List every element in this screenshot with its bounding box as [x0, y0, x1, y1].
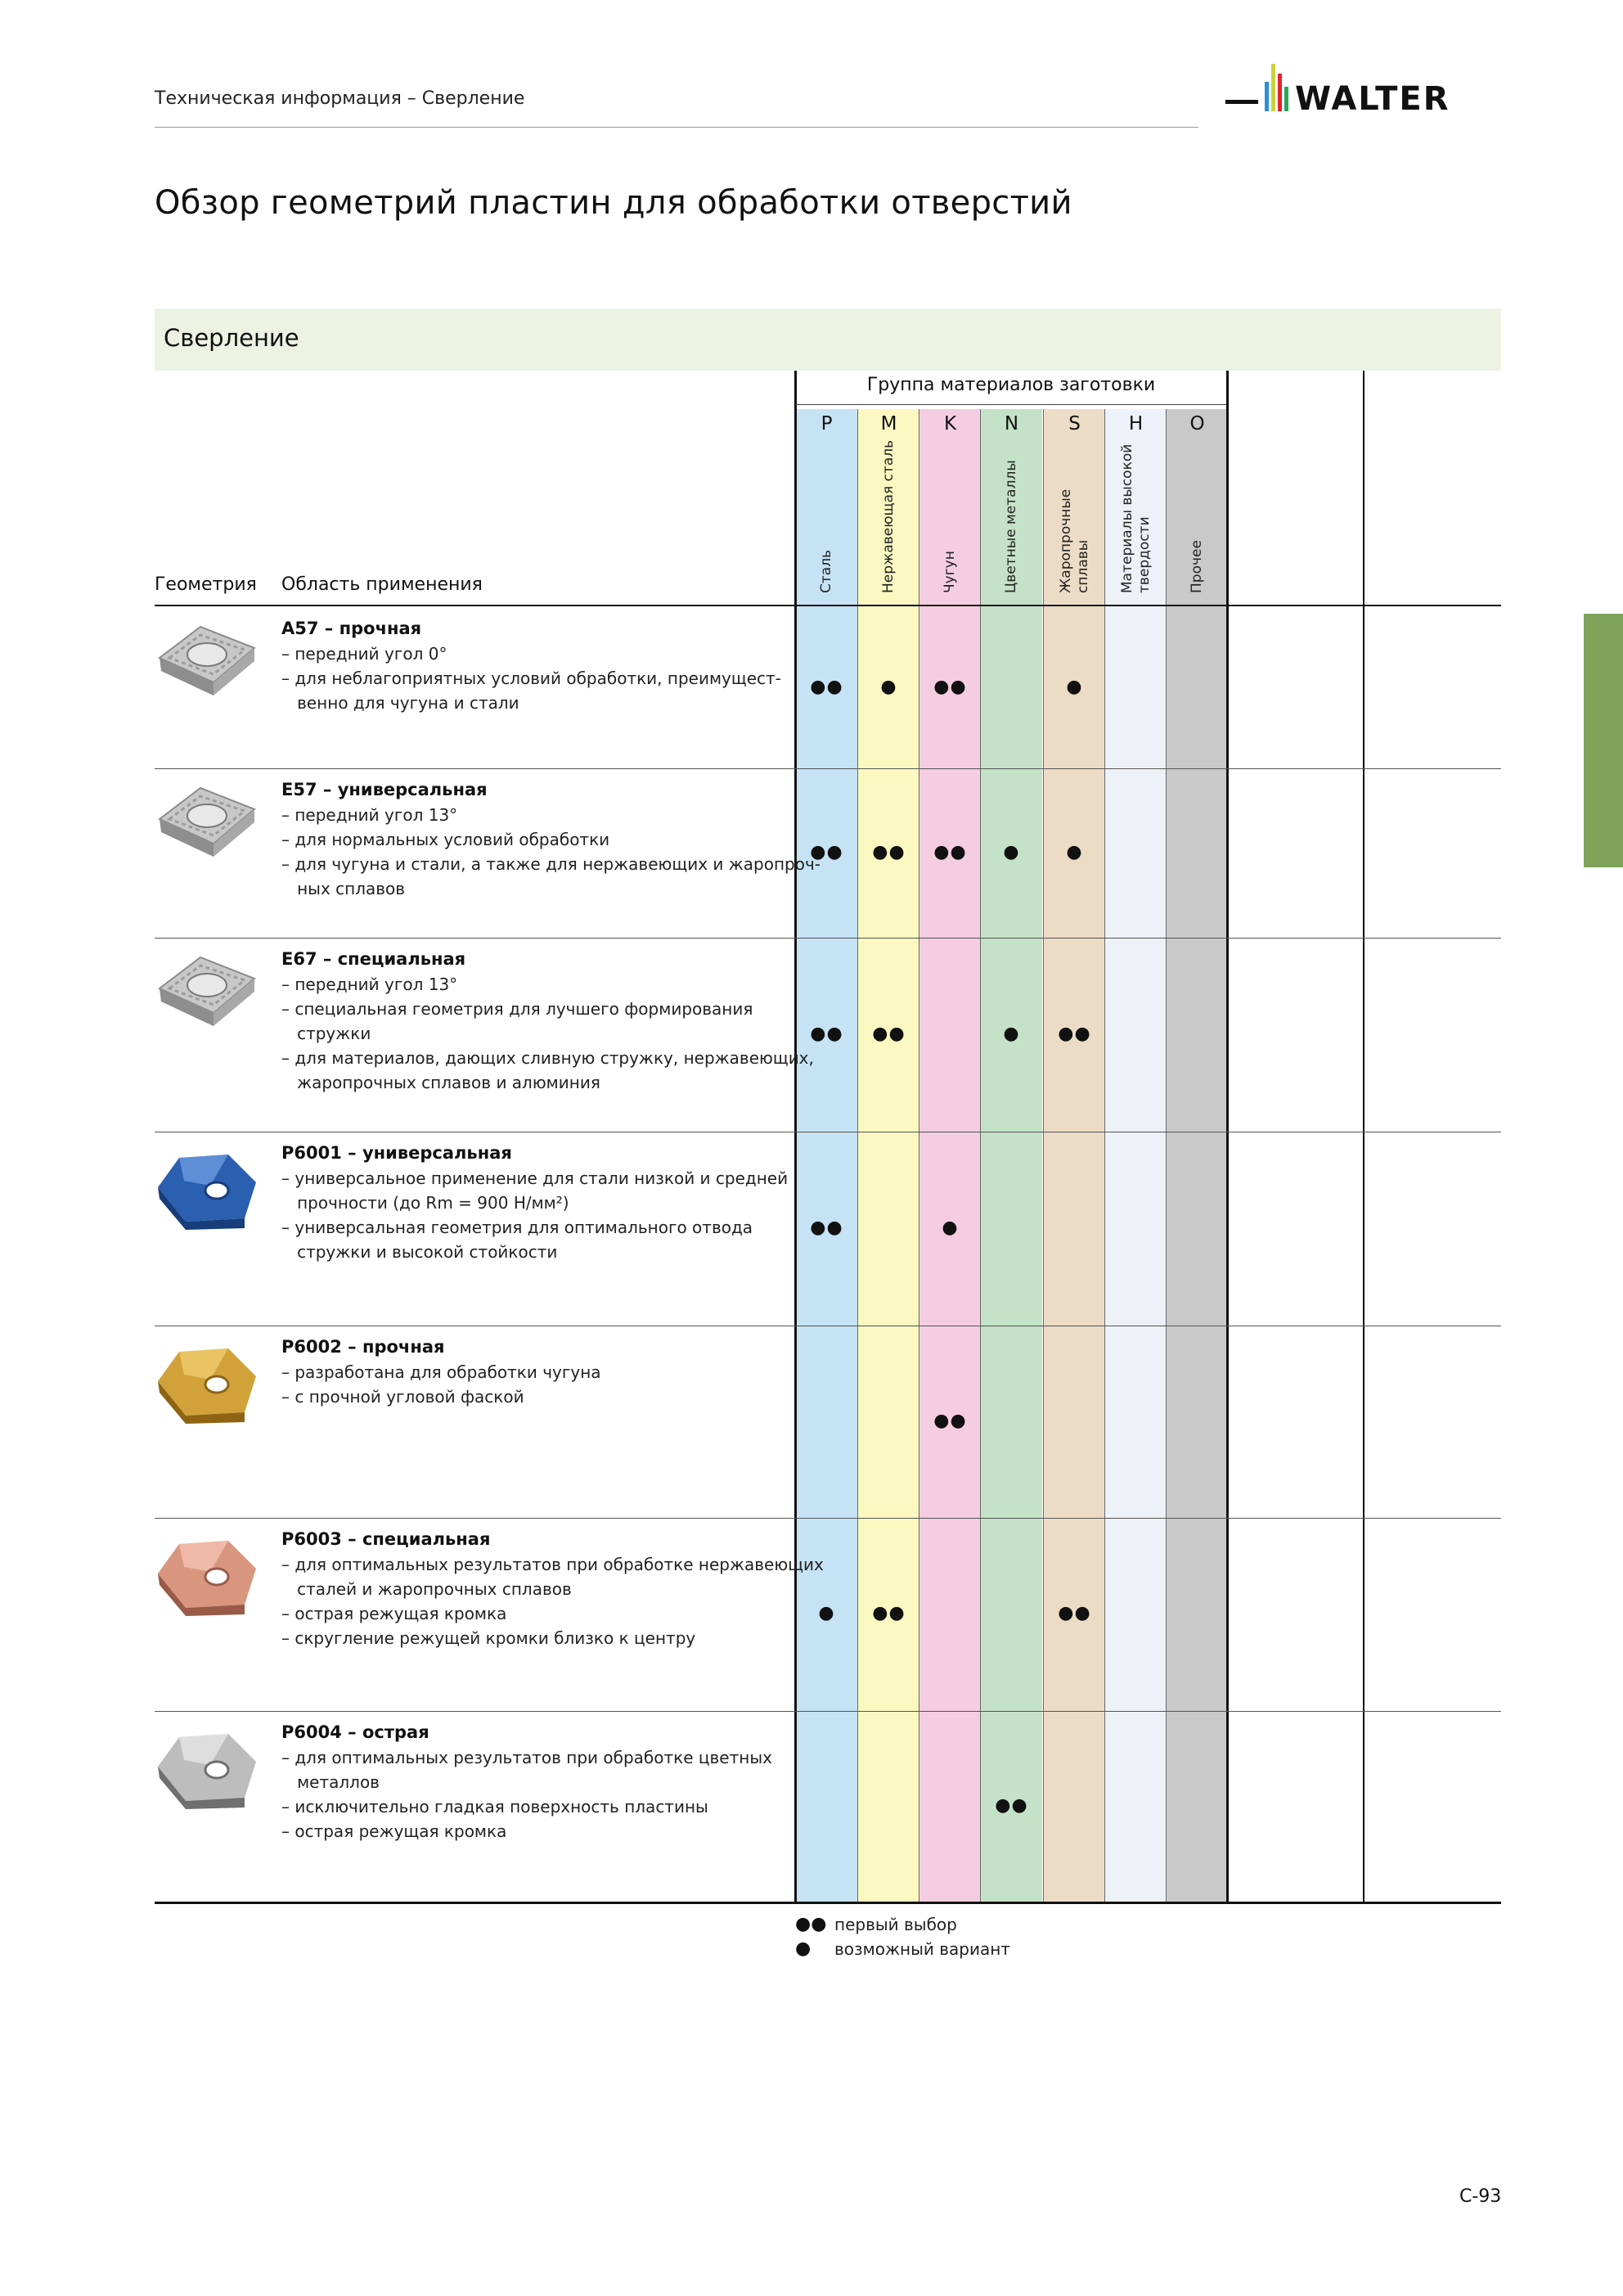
geometry-title: E67 – специальная	[281, 949, 466, 969]
row-divider	[155, 1711, 1501, 1712]
application-line: – исключительно гладкая поверхность пластины	[281, 1797, 708, 1817]
column-name-n: Цветные металлы	[1003, 460, 1019, 593]
application-line: стружки и высокой стойкости	[281, 1242, 558, 1262]
drill-insert-copper-icon	[153, 1526, 261, 1624]
column-name-o: Прочее	[1189, 540, 1205, 593]
suitability-mark: ●●	[872, 1603, 906, 1623]
square-insert-gray-icon	[153, 777, 261, 875]
row-divider	[155, 768, 1501, 769]
table-header-rule	[155, 605, 1501, 606]
geometry-header: Геометрия	[155, 574, 257, 595]
column-stripe-n	[981, 409, 1042, 1903]
application-line: – для оптимальных результатов при обработке нержавеющих	[281, 1555, 824, 1574]
application-line: венно для чугуна и стали	[281, 693, 519, 713]
application-line: – передний угол 13°	[281, 805, 458, 825]
suitability-mark: ●●	[1058, 1024, 1091, 1044]
column-divider	[1166, 409, 1167, 1903]
suitability-mark: ●	[818, 1603, 835, 1623]
page-title: Обзор геометрий пластин для обработки отверстий	[155, 184, 1072, 222]
row-divider	[155, 938, 1501, 939]
column-stripe-o	[1167, 409, 1229, 1903]
column-name-p: Сталь	[818, 549, 834, 593]
header-divider	[155, 127, 1198, 128]
application-line: прочности (до Rm = 900 Н/мм²)	[281, 1193, 569, 1213]
column-name-s: Жаропрочные сплавы	[1057, 488, 1091, 593]
column-letter-k: K	[943, 413, 957, 434]
application-line: – универсальное применение для стали низкой и средней	[281, 1168, 789, 1188]
suitability-mark: ●●	[995, 1795, 1028, 1816]
chapter-side-tab	[1584, 614, 1623, 867]
application-line: – специальная геометрия для лучшего формирования	[281, 999, 753, 1019]
application-line: – для чугуна и стали, а также для нержавеющих и жаропроч-	[281, 854, 820, 874]
suitability-mark: ●●	[1058, 1603, 1091, 1623]
column-letter-s: S	[1068, 413, 1081, 434]
table-border-left	[794, 371, 797, 1903]
table-border-right	[1226, 371, 1229, 1903]
suitability-mark: ●●	[810, 677, 843, 697]
geometry-title: E57 – универсальная	[281, 780, 488, 799]
legend-mark-second: ●	[795, 1938, 812, 1959]
header-section-title: Техническая информация – Сверление	[155, 88, 525, 109]
suitability-mark: ●●	[933, 677, 967, 697]
suitability-mark: ●	[1066, 842, 1083, 862]
extra-column-divider	[1363, 371, 1364, 1903]
application-line: сталей и жаропрочных сплавов	[281, 1579, 572, 1599]
column-stripe-s	[1044, 409, 1105, 1903]
column-letter-n: N	[1004, 413, 1019, 434]
column-letter-p: P	[820, 413, 833, 434]
suitability-mark: ●●	[810, 1024, 843, 1044]
column-letter-h: H	[1128, 413, 1144, 434]
row-divider	[155, 1518, 1501, 1519]
legend-mark-first: ●●	[795, 1914, 827, 1934]
suitability-mark: ●	[1003, 1024, 1020, 1044]
geometry-title: P6002 – прочная	[281, 1337, 445, 1357]
application-line: – передний угол 13°	[281, 975, 458, 994]
suitability-mark: ●	[880, 677, 897, 697]
geometry-title: P6001 – универсальная	[281, 1143, 512, 1163]
suitability-mark: ●●	[810, 842, 843, 862]
table-bottom-rule	[155, 1902, 1501, 1904]
suitability-mark: ●●	[810, 1218, 843, 1238]
suitability-mark: ●●	[872, 1024, 906, 1044]
column-stripe-p	[796, 409, 857, 1903]
column-divider	[980, 409, 981, 1903]
column-stripe-k	[919, 409, 981, 1903]
application-line: – для нормальных условий обработки	[281, 830, 610, 849]
application-line: ных сплавов	[281, 879, 406, 898]
application-line: – острая режущая кромка	[281, 1604, 507, 1623]
column-stripe-m	[858, 409, 919, 1903]
application-line: – передний угол 0°	[281, 644, 447, 664]
application-line: – острая режущая кромка	[281, 1821, 507, 1841]
geometry-title: P6004 – острая	[281, 1722, 429, 1742]
section-title: Сверление	[164, 324, 299, 352]
application-line: – с прочной угловой фаской	[281, 1387, 524, 1407]
application-line: жаропрочных сплавов и алюминия	[281, 1073, 600, 1092]
column-divider	[1043, 409, 1044, 1903]
geometry-title: A57 – прочная	[281, 619, 422, 638]
suitability-mark: ●●	[933, 1411, 967, 1431]
column-letter-o: O	[1189, 413, 1205, 434]
page-number: C-93	[1459, 2186, 1502, 2207]
group-header-divider	[796, 404, 1226, 405]
drill-insert-blue-icon	[153, 1140, 261, 1238]
section-band	[155, 308, 1501, 371]
column-divider	[1104, 409, 1105, 1903]
suitability-mark: ●●	[872, 842, 906, 862]
column-divider	[857, 409, 858, 1903]
square-insert-gray-icon	[153, 946, 261, 1044]
application-line: – скругление режущей кромки близко к центру	[281, 1628, 696, 1648]
drill-insert-silver-icon	[153, 1719, 261, 1817]
square-insert-gray-icon	[153, 615, 261, 714]
application-line: – для оптимальных результатов при обработке цветных	[281, 1748, 772, 1767]
suitability-mark: ●	[1066, 677, 1083, 697]
geometry-title: P6003 – специальная	[281, 1529, 491, 1549]
legend-text-second: возможный вариант	[834, 1939, 1010, 1959]
legend-text-first: первый выбор	[834, 1915, 957, 1934]
column-name-k: Чугун	[942, 551, 958, 593]
material-group-header: Группа материалов заготовки	[866, 375, 1156, 395]
application-line: – для неблагоприятных условий обработки, преимущест-	[281, 669, 781, 688]
application-header: Область применения	[281, 574, 483, 595]
column-name-m: Нержавеющая сталь	[880, 439, 897, 593]
column-name-h: Материалы высокой твердости	[1118, 443, 1153, 593]
suitability-mark: ●	[1003, 842, 1020, 862]
application-line: – разработана для обработки чугуна	[281, 1362, 601, 1382]
drill-insert-gold-icon	[153, 1334, 261, 1432]
application-line: металлов	[281, 1772, 380, 1792]
suitability-mark: ●●	[933, 842, 967, 862]
walter-logo	[1225, 59, 1504, 133]
application-line: стружки	[281, 1024, 371, 1043]
column-letter-m: M	[880, 413, 897, 434]
logo-text: WALTER	[1295, 80, 1450, 118]
suitability-mark: ●	[942, 1218, 959, 1238]
application-line: – универсальная геометрия для оптимального отвода	[281, 1218, 753, 1237]
column-stripe-h	[1105, 409, 1167, 1903]
application-line: – для материалов, дающих сливную стружку, нержавеющих,	[281, 1048, 814, 1068]
